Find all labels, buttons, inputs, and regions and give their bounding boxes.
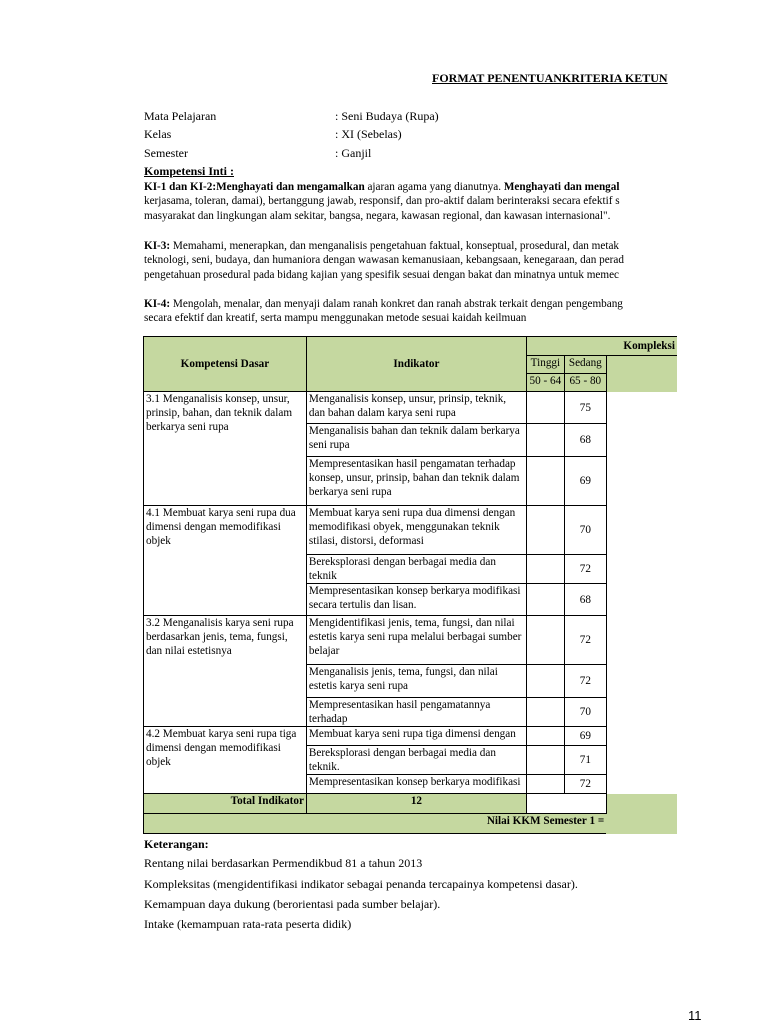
blank-cell: [606, 616, 677, 665]
ki3-line-2: teknologi, seni, budaya, dan humaniora dengan wawasan kemanusiaan, kebangsaan, kenegaraan, dan perad: [144, 254, 624, 267]
header-fill: [606, 356, 677, 392]
meta-value-semester: : Ganjil: [335, 146, 372, 160]
kd-cell: 3.1 Menganalisis konsep, unsur, prinsip, bahan, dan teknik dalam berkarya seni rupa: [144, 392, 307, 506]
blank-cell: [606, 555, 677, 584]
indikator-cell: Menganalisis konsep, unsur, prinsip, teknik, dan bahan dalam karya seni rupa: [306, 392, 526, 424]
indikator-cell: Menganalisis jenis, tema, fungsi, dan nilai estetis karya seni rupa: [306, 665, 526, 698]
ki-heading: Kompetensi Inti :: [144, 164, 234, 178]
tinggi-cell: [526, 775, 564, 794]
tinggi-cell: [526, 746, 564, 775]
nilai-kkm-label: Nilai KKM Semester 1 =: [144, 814, 607, 834]
meta-label-mapel: Mata Pelajaran: [144, 109, 217, 123]
indikator-cell: Membuat karya seni rupa tiga dimensi dengan: [306, 727, 526, 746]
document-title: FORMAT PENENTUANKRITERIA KETUN: [432, 71, 668, 85]
header-range-sedang: 65 - 80: [564, 374, 606, 392]
total-value: 12: [306, 794, 526, 814]
kd-cell: 4.2 Membuat karya seni rupa tiga dimensi dengan memodifikasi objek: [144, 727, 307, 794]
meta-value-mapel: : Seni Budaya (Rupa): [335, 109, 439, 123]
tinggi-cell: [526, 457, 564, 506]
blank-cell: [606, 665, 677, 698]
ki12-paragraph: [144, 180, 620, 223]
indikator-cell: Mempresentasikan konsep berkarya modifikasi secara tertulis dan lisan.: [306, 584, 526, 616]
header-kompleksitas: Kompleksi: [526, 337, 677, 356]
value-cell: 72: [564, 775, 606, 794]
note-item-2: Kompleksitas (mengidentifikasi indikator sebagai penanda tercapainya kompetensi dasar).: [144, 877, 578, 891]
header-indikator: Indikator: [306, 337, 526, 392]
nilai-kkm-fill: [606, 814, 677, 834]
value-cell: 75: [564, 392, 606, 424]
kd-cell: 3.2 Menganalisis karya seni rupa berdasarkan jenis, tema, fungsi, dan nilai estetisnya: [144, 616, 307, 727]
blank-cell: [606, 698, 677, 727]
note-item-3: Kemampuan daya dukung (berorientasi pada sumber belajar).: [144, 897, 441, 911]
value-cell: 71: [564, 746, 606, 775]
indikator-cell: Mempresentasikan konsep berkarya modifikasi: [306, 775, 526, 794]
kkm-table: [143, 336, 677, 834]
kd-cell: 4.1 Membuat karya seni rupa dua dimensi dengan memodifikasi objek: [144, 506, 307, 616]
value-cell: 69: [564, 727, 606, 746]
meta-label-kelas: Kelas: [144, 127, 172, 141]
value-cell: 72: [564, 616, 606, 665]
tinggi-cell: [526, 698, 564, 727]
total-label: Total Indikator: [144, 794, 307, 814]
tinggi-cell: [526, 424, 564, 457]
note-item-1: Rentang nilai berdasarkan Permendikbud 81 a tahun 2013: [144, 856, 423, 870]
ki3-line-3: pengetahuan prosedural pada bidang kajian yang spesifik sesuai dengan bakat dan minatnya untuk memec: [144, 268, 620, 281]
ki12-bold-1: KI-1 dan KI-2:Menghayati dan mengamalkan: [144, 181, 365, 193]
meta-label-semester: Semester: [144, 146, 188, 160]
ki12-line-2: kerjasama, toleran, damai), bertanggung jawab, responsif, dan pro-aktif dalam berinteraksi secara efektif s: [144, 195, 620, 208]
value-cell: 68: [564, 424, 606, 457]
blank-cell: [606, 727, 677, 746]
indikator-cell: Mempresentasikan hasil pengamatan terhadap konsep, unsur, prinsip, bahan dan teknik dalam berkarya seni rupa: [306, 457, 526, 506]
ki4-label: KI-4:: [144, 298, 171, 310]
note-item-4: Intake (kemampuan rata-rata peserta didik): [144, 917, 352, 931]
tinggi-cell: [526, 665, 564, 698]
blank-cell: [606, 424, 677, 457]
indikator-cell: Mengidentifikasi jenis, tema, fungsi, dan nilai estetis karya seni rupa melalui berbagai sumber belajar: [306, 616, 526, 665]
header-sedang: Sedang: [564, 356, 606, 374]
tinggi-cell: [526, 555, 564, 584]
page-number: 11: [688, 1008, 702, 1023]
meta-value-kelas: : XI (Sebelas): [335, 127, 402, 141]
ki3-paragraph: [144, 239, 624, 282]
value-cell: 72: [564, 665, 606, 698]
ki12-text-1: ajaran agama yang dianutnya.: [364, 181, 504, 193]
value-cell: 70: [564, 506, 606, 555]
ki3-label: KI-3:: [144, 240, 171, 252]
indikator-cell: Bereksplorasi dengan berbagai media dan teknik: [306, 555, 526, 584]
value-cell: 72: [564, 555, 606, 584]
blank-cell: [606, 457, 677, 506]
blank-cell: [606, 775, 677, 794]
ki12-bold-2: Menghayati dan mengal: [503, 181, 620, 193]
ki12-line-3: masyarakat dan lingkungan alam sekitar, bangsa, negara, kawasan regional, dan kawasan internasional".: [144, 209, 611, 222]
ki4-line-2: secara efektif dan kreatif, serta mampu menggunakan metode sesuai kaidah keilmuan: [144, 312, 527, 325]
indikator-cell: Membuat karya seni rupa dua dimensi dengan memodifikasi obyek, menggunakan teknik stilasi, distorsi, deformasi: [306, 506, 526, 555]
value-cell: 70: [564, 698, 606, 727]
indikator-cell: Bereksplorasi dengan berbagai media dan teknik.: [306, 746, 526, 775]
ki4-paragraph: [144, 297, 623, 326]
total-blank: [526, 794, 606, 814]
header-kompetensi-dasar: Kompetensi Dasar: [144, 337, 307, 392]
blank-cell: [606, 392, 677, 424]
tinggi-cell: [526, 392, 564, 424]
blank-cell: [606, 506, 677, 555]
tinggi-cell: [526, 616, 564, 665]
tinggi-cell: [526, 584, 564, 616]
header-range-tinggi: 50 - 64: [526, 374, 564, 392]
total-fill: [606, 794, 677, 814]
notes-heading: Keterangan:: [144, 837, 209, 851]
indikator-cell: Menganalisis bahan dan teknik dalam berkarya seni rupa: [306, 424, 526, 457]
ki3-line-1: Memahami, menerapkan, dan menganalisis pengetahuan faktual, konseptual, prosedural, dan metak: [170, 240, 620, 252]
blank-cell: [606, 584, 677, 616]
tinggi-cell: [526, 506, 564, 555]
value-cell: 69: [564, 457, 606, 506]
header-tinggi: Tinggi: [526, 356, 564, 374]
tinggi-cell: [526, 727, 564, 746]
ki4-line-1: Mengolah, menalar, dan menyaji dalam ranah konkret dan ranah abstrak terkait dengan pengembang: [170, 298, 623, 310]
indikator-cell: Mempresentasikan hasil pengamatannya terhadap: [306, 698, 526, 727]
value-cell: 68: [564, 584, 606, 616]
blank-cell: [606, 746, 677, 775]
